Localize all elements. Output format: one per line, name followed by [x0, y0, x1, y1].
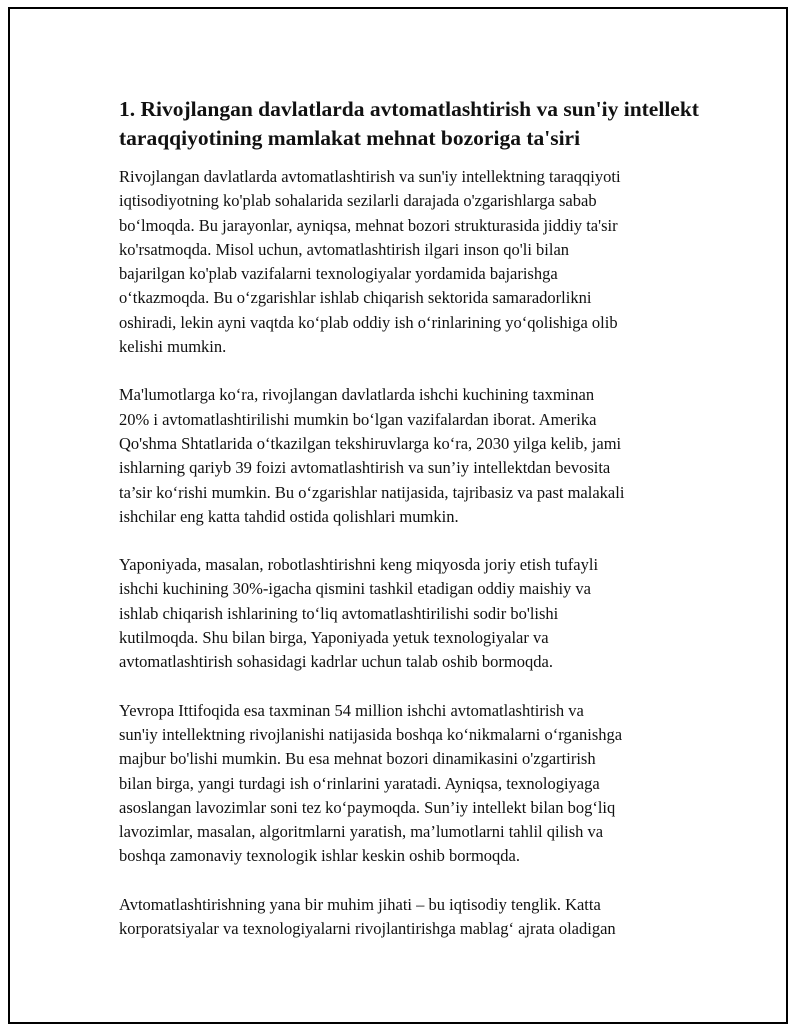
- text-line: asoslangan lavozimlar soni tez ko‘paymoqda. Sun’iy intellekt bilan bog‘liq: [119, 797, 616, 817]
- text-line: Ma'lumotlarga ko‘ra, rivojlangan davlatlarda ishchi kuchining taxminan: [119, 385, 595, 405]
- text-line: 20% i avtomatlashtirilishi mumkin bo‘lgan vazifalardan iborat. Amerika: [119, 409, 597, 429]
- text-line: o‘tkazmoqda. Bu o‘zgarishlar ishlab chiqarish sektorida samaradorlikni: [119, 288, 592, 308]
- text-line: lavozimlar, masalan, algoritmlarni yaratish, ma’lumotlarni tahlil qilish va: [119, 822, 604, 842]
- text-line: bajarilgan ko'plab vazifalarni texnologiyalar yordamida bajarishga: [119, 264, 558, 284]
- paragraph-european-union: [119, 699, 699, 869]
- text-line: Rivojlangan davlatlarda avtomatlashtirish va sun'iy intellektning taraqqiyoti: [119, 167, 621, 186]
- text-line: ishlab chiqarish ishlarining to‘liq avtomatlashtirilishi sodir bo'lishi: [119, 603, 559, 623]
- paragraph-statistics: [119, 383, 699, 529]
- text-line: boshqa zamonaviy texnologik ishlar keskin oshib bormoqda.: [119, 846, 520, 866]
- text-line: majbur bo'lishi mumkin. Bu esa mehnat bozori dinamikasini o'zgartirish: [119, 749, 596, 769]
- text-line: iqtisodiyotning ko'plab sohalarida sezilarli darajada o'zgarishlarga sabab: [119, 191, 597, 211]
- text-line: oshiradi, lekin ayni vaqtda ko‘plab oddiy ish o‘rinlarining yo‘qolishiga olib: [119, 312, 618, 332]
- paragraph-automation-intro: [119, 165, 699, 359]
- text-line: korporatsiyalar va texnologiyalarni rivojlantirishga mablag‘ ajrata oladigan: [119, 919, 616, 939]
- text-line: Yevropa Ittifoqida esa taxminan 54 million ishchi avtomatlashtirish va: [119, 700, 584, 720]
- text-line: kutilmoqda. Shu bilan birga, Yaponiyada yetuk texnologiyalar va: [119, 628, 549, 648]
- text-line: Qo'shma Shtatlarida o‘tkazilgan tekshiruvlarga ko‘ra, 2030 yilga kelib, jami: [119, 433, 622, 453]
- section-heading: [119, 95, 699, 153]
- text-line: avtomatlashtirish sohasidagi kadrlar uchun talab oshib bormoqda.: [119, 652, 553, 672]
- text-line: Yaponiyada, masalan, robotlashtirishni keng miqyosda joriy etish tufayli: [119, 555, 599, 575]
- text-line: ishlarning qariyb 39 foizi avtomatlashtirish va sun’iy intellektdan bevosita: [119, 458, 611, 478]
- paragraph-economic-equality: [119, 893, 699, 942]
- text-line: sun'iy intellektning rivojlanishi natijasida boshqa ko‘nikmalarni o‘rganishga: [119, 724, 623, 744]
- text-line: ta’sir ko‘rishi mumkin. Bu o‘zgarishlar natijasida, tajribasiz va past malakali: [119, 482, 625, 502]
- heading-line: 1. Rivojlangan davlatlarda avtomatlashtirish va sun'iy intellekt: [119, 97, 699, 121]
- paragraph-japan: [119, 553, 699, 674]
- heading-line: taraqqiyotining mamlakat mehnat bozoriga ta'siri: [119, 126, 581, 150]
- text-line: bo‘lmoqda. Bu jarayonlar, ayniqsa, mehnat bozori strukturasida jiddiy ta'sir: [119, 215, 618, 235]
- text-line: kelishi mumkin.: [119, 337, 227, 357]
- text-line: ishchi kuchining 30%-igacha qismini tashkil etadigan oddiy maishiy va: [119, 579, 591, 599]
- text-line: Avtomatlashtirishning yana bir muhim jihati – bu iqtisodiy tenglik. Katta: [119, 894, 601, 914]
- document-content: [119, 95, 699, 965]
- text-line: ko'rsatmoqda. Misol uchun, avtomatlashtirish ilgari inson qo'li bilan: [119, 239, 570, 259]
- text-line: ishchilar eng katta tahdid ostida qolishlari mumkin.: [119, 506, 459, 526]
- text-line: bilan birga, yangi turdagi ish o‘rinlarini yaratadi. Ayniqsa, texnologiyaga: [119, 773, 600, 793]
- document-page: [8, 7, 788, 1024]
